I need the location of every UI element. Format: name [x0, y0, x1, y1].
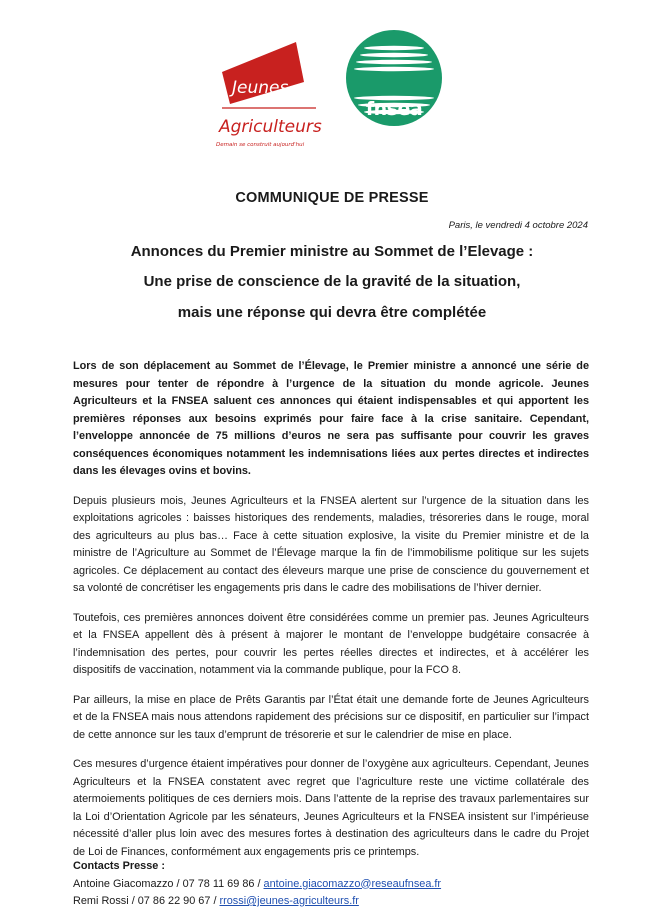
contact-line [73, 876, 441, 894]
body-paragraph: Toutefois, ces premières annonces doivent être considérées comme un premier pas. Jeunes Agriculteurs et la FNSEA appellent dès à présent à majorer le montant de l’enveloppe budgétaire consacrée à l’indemnisation des pertes, pour couvrir les pertes réelles directes et indirectes, et à accélérer les dispositifs de vaccination, notamment via la commande publique, pour la FCO 8. [73, 611, 589, 676]
ja-logo-line2: Agriculteurs [219, 117, 322, 137]
headline-line-1: Annonces du Premier ministre au Sommet de l’Elevage : [130, 243, 534, 260]
contact-email-link[interactable]: rrossi@jeunes-agriculteurs.fr [219, 895, 359, 907]
body-text [73, 358, 589, 873]
body-paragraph: Ces mesures d’urgence étaient impératives pour donner de l’oxygène aux agriculteurs. Cependant, Jeunes Agriculteurs et la FNSEA constatent avec regret que l’agriculture reste une victime collatérale des atermoiements politiques de ces derniers mois. Dans l’attente de la reprise des travaux parlementaires sur la Loi d’Orientation Agricole par les sénateurs, Jeunes Agriculteurs et la FNSEA insistent sur l’impérieuse nécessité d’aller plus loin avec des mesures fortes à destination des agriculteurs dans le cadre du Projet de Loi de Finances, conformément aux engagements pris ce printemps. [73, 758, 589, 858]
body-paragraph: Depuis plusieurs mois, Jeunes Agriculteurs et la FNSEA alertent sur l’urgence de la situation dans les exploitations agricoles : baisses historiques des rendements, maladies, trésoreries dans le rouge, moral des agriculteurs au plus bas… Face à cette situation explosive, la visite du Premier ministre et de la ministre de l’Agriculture au Sommet de l’Élevage marque la fin de l’immobilisme politique sur les sujets agricoles. Ce déplacement au contact des éleveurs marque une prise de conscience du gouvernement et sa volonté de concrétiser les engagements pris dans le cadre des mobilisations de l’hiver dernier. [73, 494, 589, 594]
fnsea-logo-text: fnsea [365, 98, 423, 120]
headline-line-2: Une prise de conscience de la gravité de la situation, [143, 273, 521, 290]
contact-line [73, 893, 441, 911]
press-release-title: COMMUNIQUE DE PRESSE [235, 190, 429, 206]
release-date: Paris, le vendredi 4 octobre 2024 [448, 220, 588, 231]
ja-logo-tagline: Demain se construit aujourd'hui [216, 142, 305, 148]
contact-name-phone: Antoine Giacomazzo / 07 78 11 69 86 / [73, 877, 264, 890]
press-contacts [73, 858, 441, 911]
contacts-heading: Contacts Presse : [73, 860, 166, 872]
ja-logo-line1: Jeunes [232, 78, 289, 98]
headline-line-3: mais une réponse qui devra être complétée [177, 304, 487, 321]
logo-bar [0, 28, 664, 148]
lead-paragraph: Lors de son déplacement au Sommet de l’Élevage, le Premier ministre a annoncé une série de mesures pour tenter de répondre à l’urgence de la situation du monde agricole. Jeunes Agriculteurs et la FNSEA saluent ces annonces qui étaient indispensables et qui apportent les premières réponses aux besoins exprimés pour faire face à la crise sanitaire. Cependant, l’enveloppe annoncée de 75 millions d’euros ne sera pas suffisante pour couvrir les graves conséquences économiques notamment les indemnisations liées aux pertes directes et indirectes dans les élevages ovins et bovins. [73, 360, 589, 477]
contact-name-phone: Remi Rossi / 07 86 22 90 67 / [73, 895, 220, 907]
body-paragraph: Par ailleurs, la mise en place de Prêts Garantis par l’État était une demande forte de Jeunes Agriculteurs et de la FNSEA mais nous attendons rapidement des précisions sur ce dispositif, en particulier sur l’impact de cette annonce sur les taux d’emprunt de trésorerie et sur le calendrier de mise en place. [73, 693, 589, 741]
contact-email-link[interactable]: antoine.giacomazzo@reseaufnsea.fr [263, 877, 442, 890]
